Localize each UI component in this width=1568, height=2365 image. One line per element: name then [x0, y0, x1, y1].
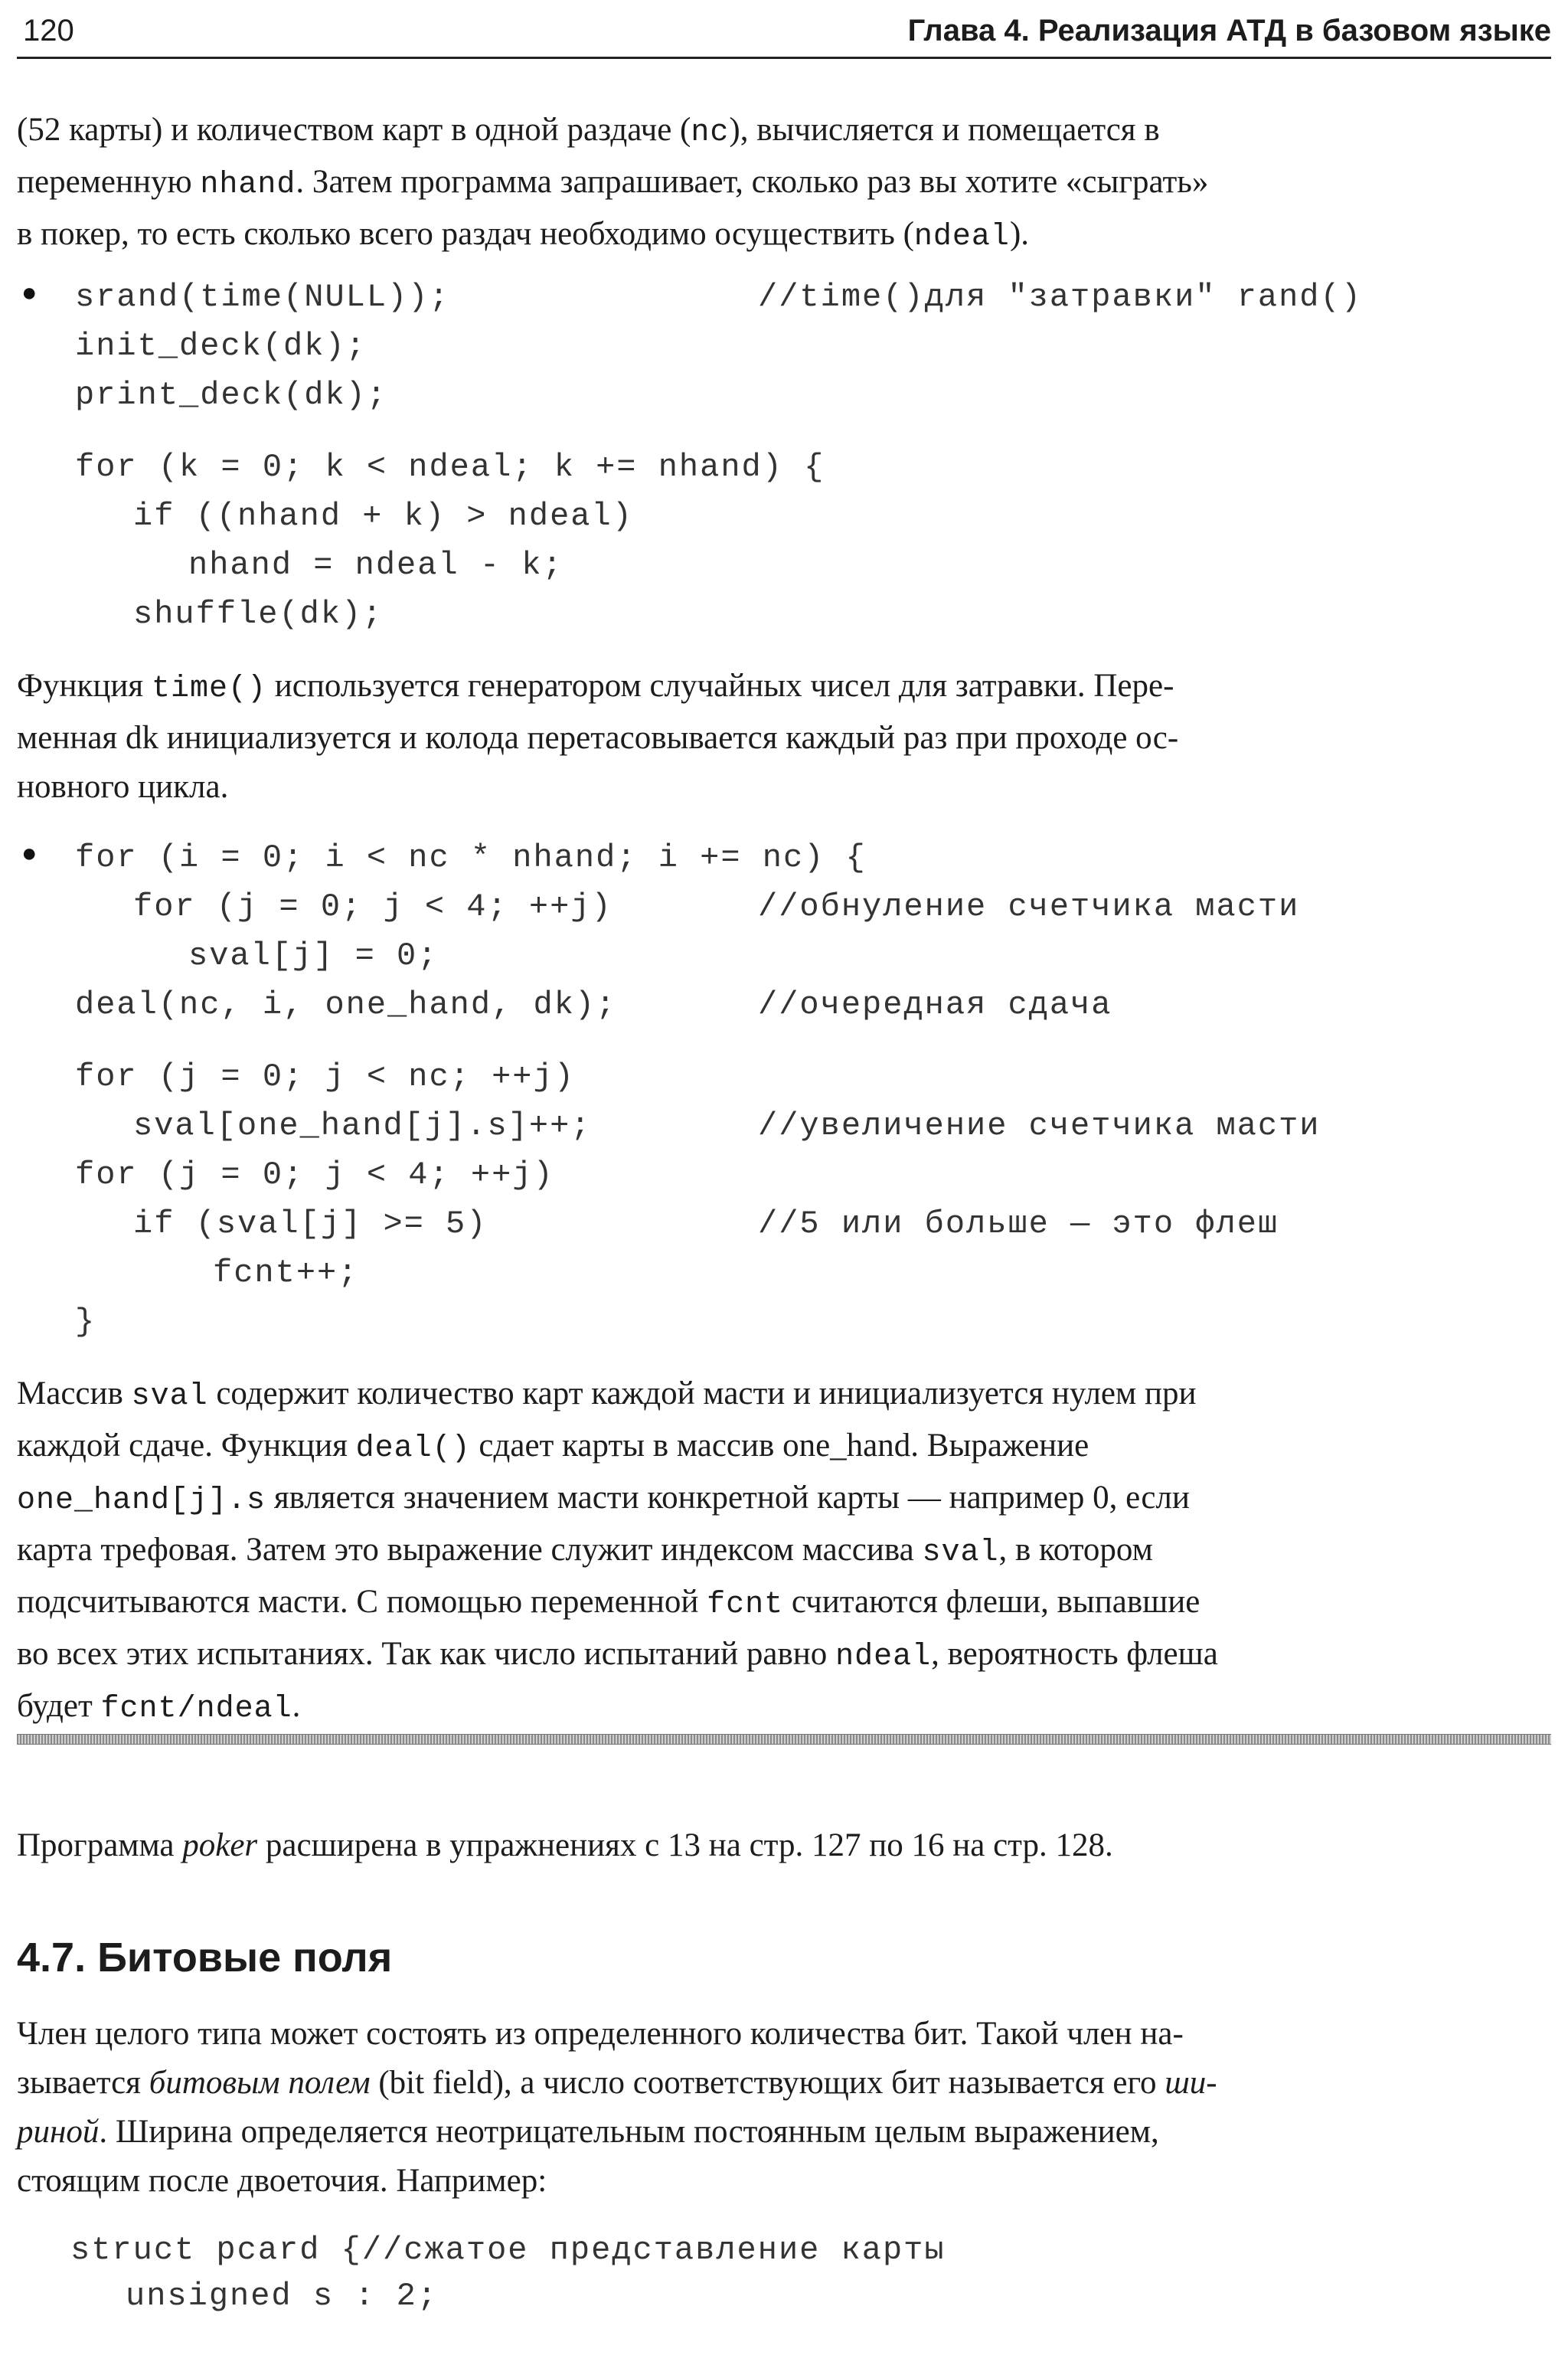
- program-name: poker: [182, 1827, 258, 1863]
- code-line: deal(nc, i, one_hand, dk);: [75, 986, 617, 1023]
- code-line: unsigned s : 2;: [126, 2278, 439, 2314]
- code-line: sval[one_hand[j].s]++;: [133, 1107, 592, 1144]
- term-italic: битовым полем: [149, 2065, 371, 2101]
- code-line: for (k = 0; k < ndeal; k += nhand) {: [75, 449, 825, 486]
- code-line: print_deck(dk);: [75, 377, 388, 414]
- paragraph: [17, 1369, 1551, 1734]
- text-line: (52 карты) и количеством карт в одной раздаче (nc), вычисляется и помещается в: [17, 112, 1160, 150]
- code-comment: //5 или больше — это флеш: [758, 1205, 1279, 1242]
- text-line: новного цикла.: [17, 769, 229, 805]
- code-line: srand(time(NULL));: [75, 279, 450, 316]
- text-line: переменную nhand. Затем программа запрашивает, сколько раз вы хотите «сыграть»: [17, 164, 1209, 202]
- inline-code: deal(): [355, 1431, 471, 1466]
- term-italic: ши-: [1165, 2065, 1217, 2101]
- intro-paragraph: [17, 106, 1551, 262]
- text-line: карта трефовая. Затем это выражение служит индексом массива sval, в котором: [17, 1532, 1153, 1570]
- inline-code: nc: [691, 116, 730, 150]
- code-comment: //очередная сдача: [758, 986, 1112, 1023]
- text-line: менная dk инициализуется и колода перетасовывается каждый раз при проходе ос-: [17, 720, 1179, 756]
- bullet-icon: ●: [21, 280, 39, 309]
- page-number: 120: [23, 14, 74, 47]
- code-line: fcnt++;: [213, 1254, 359, 1291]
- term-italic: риной: [17, 2114, 100, 2150]
- bullet-icon: ●: [21, 841, 39, 870]
- inline-code: fcnt: [707, 1588, 784, 1622]
- text-line: будет fcnt/ndeal.: [17, 1688, 301, 1726]
- inline-code: one_hand[j].s: [17, 1483, 266, 1518]
- text-line: Функция time() используется генератором случайных чисел для затравки. Пере-: [17, 668, 1174, 706]
- paragraph: Программа poker расширена в упражнениях с 13 на стр. 127 по 16 на стр. 128.: [17, 1827, 1113, 1863]
- inline-code: time(): [151, 672, 266, 706]
- code-line: nhand = ndeal - k;: [188, 547, 564, 584]
- text-line: подсчитываются масти. С помощью переменной fcnt считаются флеши, выпавшие: [17, 1584, 1200, 1622]
- code-line: }: [75, 1304, 96, 1340]
- section-heading: 4.7. Битовые поля: [17, 1935, 393, 1981]
- text-line: one_hand[j].s является значением масти конкретной карты — например 0, если: [17, 1480, 1190, 1518]
- code-line: for (j = 0; j < nc; ++j): [75, 1058, 575, 1095]
- code-line: if (sval[j] >= 5): [133, 1205, 488, 1242]
- paragraph: [17, 662, 1551, 812]
- inline-code: ndeal: [913, 220, 1010, 254]
- running-head: Глава 4. Реализация АТД в базовом языке: [907, 14, 1551, 47]
- inline-code: sval: [131, 1379, 208, 1414]
- code-line: for (j = 0; j < 4; ++j): [75, 1156, 554, 1193]
- text-line: в покер, то есть сколько всего раздач необходимо осуществить (ndeal).: [17, 216, 1030, 254]
- code-line: struct pcard {//сжатое представление карты: [70, 2232, 946, 2269]
- text-line: каждой сдаче. Функция deal() сдает карты в массив one_hand. Выражение: [17, 1428, 1089, 1466]
- inline-code: sval: [922, 1536, 999, 1570]
- text-line: Массив sval содержит количество карт каждой масти и инициализуется нулем при: [17, 1375, 1197, 1414]
- code-line: if ((nhand + k) > ndeal): [133, 498, 633, 535]
- text-line: во всех этих испытаниях. Так как число испытаний равно ndeal, вероятность флеша: [17, 1636, 1218, 1674]
- code-comment: //обнуление счетчика масти: [758, 888, 1300, 925]
- text-line: зывается битовым полем (bit field), а число соответствующих бит называется его ши-: [17, 2065, 1217, 2101]
- paragraph: [17, 2010, 1551, 2206]
- inline-term: dk: [125, 720, 158, 756]
- inline-code: fcnt/ndeal: [100, 1692, 292, 1726]
- text-line: Член целого типа может состоять из определенного количества бит. Такой член на-: [17, 2016, 1184, 2052]
- code-comment: //увеличение счетчика масти: [758, 1107, 1321, 1144]
- code-line: for (j = 0; j < 4; ++j): [133, 888, 612, 925]
- text-line: стоящим после двоеточия. Например:: [17, 2163, 547, 2199]
- inline-term: one_hand: [782, 1428, 911, 1464]
- text-line: риной. Ширина определяется неотрицательным постоянным целым выражением,: [17, 2114, 1159, 2150]
- inline-code: nhand: [200, 168, 296, 202]
- code-line: shuffle(dk);: [133, 596, 384, 633]
- code-line: sval[j] = 0;: [188, 937, 439, 974]
- section-divider: [17, 1734, 1551, 1745]
- code-line: init_deck(dk);: [75, 328, 367, 365]
- code-comment: //time()для "затравки" rand(): [758, 279, 1362, 316]
- page-header: [17, 11, 1551, 59]
- inline-code: ndeal: [835, 1640, 932, 1674]
- code-line: for (i = 0; i < nc * nhand; i += nc) {: [75, 839, 867, 876]
